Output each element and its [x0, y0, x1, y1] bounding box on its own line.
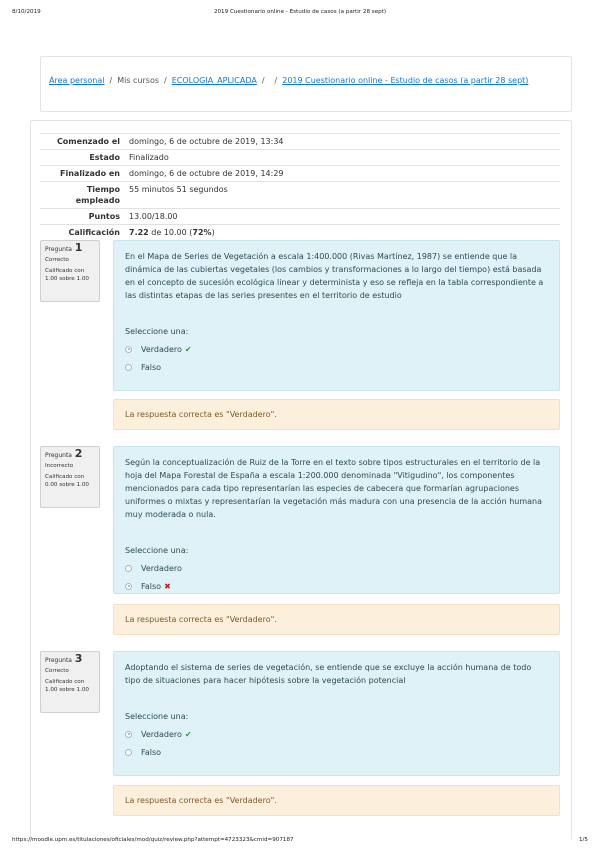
summary-label: Finalizado en	[60, 169, 120, 178]
summary-value: 13.00/18.00	[129, 212, 178, 221]
question-text: Adoptando el sistema de series de vegetación, se entiende que se excluye la acción humana de todo tipo de situaciones para hacer hipótesis sobre la vegetación potencial	[125, 663, 532, 685]
breadcrumb-home-link[interactable]: Área personal	[49, 76, 105, 85]
option-verdadero[interactable]: Verdadero ✔	[125, 342, 548, 356]
attempt-summary-table	[40, 133, 560, 240]
option-verdadero[interactable]: Verdadero ✔	[125, 727, 548, 741]
print-date: 8/10/2019	[12, 9, 41, 15]
breadcrumb: Área personal / Mis cursos / ECOLOGIA_APLICADA / / 2019 Cuestionario online - Estudio de casos (a partir 28 sept)	[40, 56, 572, 112]
radio-icon[interactable]	[125, 346, 132, 353]
question-1-feedback: La respuesta correcta es "Verdadero".	[113, 399, 560, 430]
option-falso[interactable]: Falso	[125, 745, 548, 759]
summary-row-grade	[40, 225, 560, 241]
question-2-feedback: La respuesta correcta es "Verdadero".	[113, 604, 560, 635]
grade-value: 7.22	[129, 228, 149, 237]
question-3-info: Pregunta 3 Correcto Calificado con 1.00 sobre 1.00	[40, 651, 100, 713]
question-1-content	[113, 240, 560, 391]
radio-icon[interactable]	[125, 749, 132, 756]
option-falso[interactable]: Falso ✖	[125, 579, 548, 593]
question-state: Correcto	[45, 256, 69, 263]
question-number: 2	[74, 447, 83, 460]
question-number: 3	[74, 652, 83, 665]
question-3-content	[113, 651, 560, 776]
summary-label: Estado	[89, 153, 120, 162]
summary-value: domingo, 6 de octubre de 2019, 14:29	[129, 169, 284, 178]
print-page-number: 1/5	[578, 837, 588, 843]
option-verdadero[interactable]: Verdadero	[125, 561, 548, 575]
grade-percent: 72%	[192, 228, 212, 237]
summary-row-points	[40, 209, 560, 225]
question-3-feedback: La respuesta correcta es "Verdadero".	[113, 785, 560, 816]
radio-icon[interactable]	[125, 364, 132, 371]
question-2-info: Pregunta 2 Incorrecto Calificado con 0.00 sobre 1.00	[40, 446, 100, 508]
radio-icon[interactable]	[125, 565, 132, 572]
question-text: Según la conceptualización de Ruiz de la Torre en el texto sobre tipos estructurales en el territorio de la hoja del Mapa Forestal de España a escala 1:200.000 denominada "Vitigudino", los componentes mencionados para cada tipo representarían las especies de cabecera que formarían agrupaciones uniformes o mixtas y representarían la vegetación más madura con una presencia de la acción humana muy moderada o nula.	[125, 458, 542, 519]
breadcrumb-quiz-link[interactable]: 2019 Cuestionario online - Estudio de casos (a partir 28 sept)	[282, 76, 529, 85]
summary-label: Tiempo empleado	[75, 185, 120, 205]
summary-label: Calificación	[68, 228, 120, 237]
question-text: En el Mapa de Series de Vegetación a escala 1:400.000 (Rivas Martínez, 1987) se entiende que la dinámica de las cubiertas vegetales (los cambios y transformaciones a lo largo del tiempo) está basada en el concepto de sucesión ecológica linear y determinista y eso se refleja en la tabla correspondiente a las distintas etapas de las series presentes en el territorio de estudio	[125, 252, 544, 300]
summary-row-started	[40, 134, 560, 150]
summary-label: Comenzado el	[56, 137, 120, 146]
summary-value: 55 minutos 51 segundos	[129, 185, 228, 194]
question-1-info: Pregunta 1 Correcto Calificado con 1.00 sobre 1.00	[40, 240, 100, 302]
question-grade: Calificado con 1.00 sobre 1.00	[45, 679, 89, 693]
summary-row-state	[40, 150, 560, 166]
option-falso[interactable]: Falso	[125, 360, 548, 374]
summary-value: 7.22 de 10.00 (72%)	[129, 228, 215, 237]
summary-label: Puntos	[88, 212, 120, 221]
answer-prompt: Seleccione una:	[125, 546, 189, 555]
summary-value: Finalizado	[129, 153, 169, 162]
question-number: 1	[74, 241, 83, 254]
question-state: Correcto	[45, 667, 69, 674]
radio-icon[interactable]	[125, 731, 132, 738]
question-grade: Calificado con 0.00 sobre 1.00	[45, 474, 89, 488]
question-state: Incorrecto	[45, 462, 74, 469]
radio-icon[interactable]	[125, 583, 132, 590]
summary-row-time	[40, 182, 560, 209]
print-title: 2019 Cuestionario online - Estudio de casos (a partir 28 sept)	[213, 9, 387, 15]
question-2-content	[113, 446, 560, 594]
check-icon: ✔	[184, 344, 192, 354]
summary-value: domingo, 6 de octubre de 2019, 13:34	[129, 137, 284, 146]
answer-prompt: Seleccione una:	[125, 712, 189, 721]
summary-row-finished	[40, 166, 560, 182]
cross-icon: ✖	[164, 581, 171, 591]
breadcrumb-course-link[interactable]: ECOLOGIA_APLICADA	[171, 76, 257, 85]
check-icon: ✔	[184, 729, 192, 739]
question-grade: Calificado con 1.00 sobre 1.00	[45, 268, 89, 282]
answer-prompt: Seleccione una:	[125, 327, 189, 336]
print-url: https://moodle.upm.es/titulaciones/oficiales/mod/quiz/review.php?attempt=4723323&cmid=907187	[12, 837, 294, 843]
breadcrumb-my-courses: Mis cursos	[117, 76, 160, 85]
